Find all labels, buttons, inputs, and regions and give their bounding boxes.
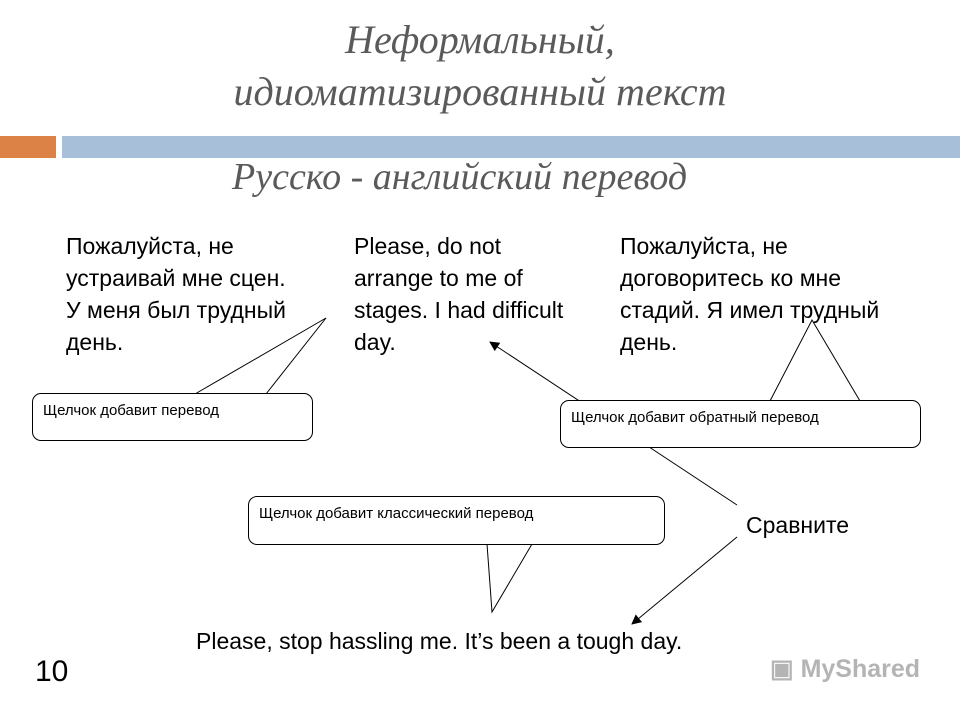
- back-translation-text: Пожалуйста, не договоритесь ко мне стадий. Я имел трудный день.: [620, 233, 880, 355]
- callout-add-translation-label: Щелчок добавит перевод: [43, 402, 220, 419]
- myshared-watermark-logo: [770, 654, 920, 684]
- watermark-text: MyShared: [800, 655, 921, 683]
- callout-add-back-translation-label: Щелчок добавит обратный перевод: [571, 409, 819, 426]
- compare-arrow-down: [632, 537, 737, 624]
- slide-title-line2: идиоматизированный текст: [233, 69, 727, 114]
- classic-translation-text: Please, stop hassling me. It’s been a tough day.: [196, 628, 683, 654]
- callout-classic-tail: [487, 544, 532, 612]
- compare-label: Сравните: [746, 512, 850, 538]
- callout-add-classic-translation-label: Щелчок добавит классический перевод: [259, 505, 534, 522]
- presentation-icon: ▣: [770, 655, 801, 683]
- callout-add-back-translation[interactable]: [560, 400, 921, 448]
- callout-add-translation[interactable]: [32, 393, 313, 441]
- machine-translation-text: Please, do not arrange to me of stages. I had difficult day.: [354, 233, 564, 355]
- original-russian-text: Пожалуйста, не устраивай мне сцен. У меня был трудный день.: [66, 233, 286, 355]
- slide-subtitle: Русско - английский перевод: [232, 156, 688, 198]
- slide-title-line1: Неформальный,: [345, 17, 615, 62]
- slide-number: 10: [35, 655, 69, 688]
- callout-add-classic-translation[interactable]: [248, 496, 665, 545]
